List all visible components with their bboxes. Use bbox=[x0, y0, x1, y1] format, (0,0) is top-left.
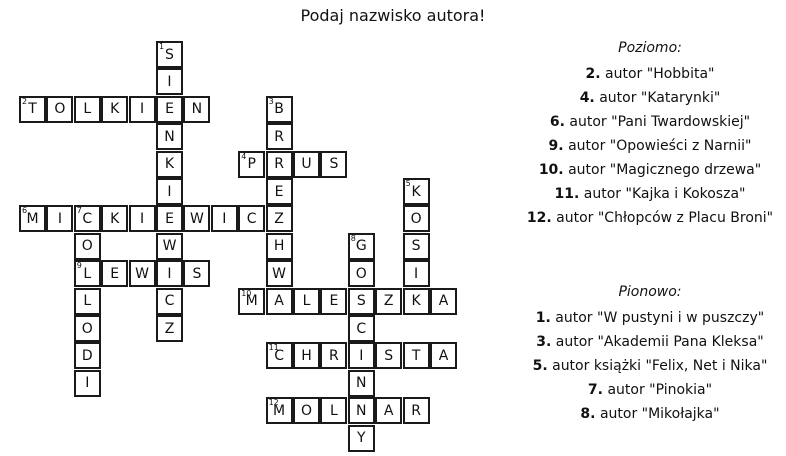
cell-letter: I bbox=[167, 73, 172, 90]
cell-letter: W bbox=[135, 265, 150, 282]
crossword-cell[interactable] bbox=[403, 233, 430, 260]
clue-number: 2 bbox=[22, 96, 28, 106]
cell-letter: N bbox=[191, 101, 203, 118]
cell-letter: K bbox=[110, 210, 120, 227]
clue-text: autor "Hobbita" bbox=[605, 66, 715, 82]
cell-letter: P bbox=[247, 156, 256, 173]
crossword-cell[interactable] bbox=[156, 288, 183, 315]
cell-letter: A bbox=[383, 402, 394, 419]
crossword-cell[interactable] bbox=[348, 315, 375, 342]
cell-letter: R bbox=[329, 347, 339, 364]
clue-across bbox=[515, 138, 785, 154]
cell-letter: R bbox=[274, 128, 284, 145]
cell-letter: I bbox=[57, 210, 62, 227]
crossword-cell[interactable] bbox=[238, 205, 265, 232]
clue-number: 3. bbox=[536, 334, 552, 350]
crossword-cell[interactable] bbox=[403, 342, 430, 369]
crossword-cell[interactable] bbox=[101, 205, 128, 232]
cell-letter: B bbox=[274, 101, 284, 118]
cell-letter: L bbox=[83, 265, 92, 282]
crossword-cell[interactable] bbox=[320, 151, 347, 178]
cell-letter: K bbox=[110, 101, 120, 118]
crossword-cell[interactable] bbox=[266, 260, 293, 287]
clue-text: autor "Pani Twardowskiej" bbox=[569, 114, 751, 130]
cell-letter: S bbox=[356, 293, 366, 310]
crossword-cell[interactable] bbox=[320, 342, 347, 369]
cell-letter: K bbox=[411, 293, 421, 310]
crossword-cell[interactable] bbox=[46, 96, 73, 123]
cell-letter: O bbox=[54, 101, 66, 118]
crossword-cell[interactable] bbox=[101, 260, 128, 287]
clue-text: autor książki "Felix, Net i Nika" bbox=[552, 358, 768, 374]
cell-letter: I bbox=[414, 265, 419, 282]
clue-number: 10. bbox=[538, 162, 564, 178]
cell-letter: S bbox=[329, 156, 339, 173]
crossword-cell[interactable] bbox=[348, 370, 375, 397]
clue-number: 4. bbox=[579, 90, 595, 106]
crossword-cell[interactable] bbox=[238, 288, 265, 315]
cell-letter: I bbox=[167, 265, 172, 282]
crossword-cell[interactable] bbox=[129, 205, 156, 232]
crossword-cell[interactable] bbox=[403, 288, 430, 315]
clue-text: autor "Chłopców z Placu Broni" bbox=[556, 210, 774, 226]
crossword-cell[interactable] bbox=[156, 178, 183, 205]
cell-letter: Z bbox=[164, 320, 175, 337]
clue-number: 1. bbox=[535, 310, 551, 326]
crossword-cell[interactable] bbox=[320, 397, 347, 424]
crossword-cell[interactable] bbox=[74, 288, 101, 315]
clue-number: 2. bbox=[585, 66, 601, 82]
clue-down bbox=[515, 358, 785, 374]
cell-letter: W bbox=[272, 265, 287, 282]
crossword-cell[interactable] bbox=[183, 205, 210, 232]
crossword-cell[interactable] bbox=[46, 205, 73, 232]
clue-number: 8. bbox=[580, 406, 596, 422]
crossword-cell[interactable] bbox=[266, 205, 293, 232]
cell-letter: D bbox=[81, 347, 93, 364]
crossword-cell[interactable] bbox=[403, 397, 430, 424]
clue-text: autor "W pustyni i w puszczy" bbox=[555, 310, 765, 326]
cell-letter: L bbox=[329, 402, 338, 419]
cell-letter: Z bbox=[383, 293, 394, 310]
clue-number: 9 bbox=[76, 261, 82, 271]
cell-letter: H bbox=[301, 347, 312, 364]
clue-number: 7 bbox=[76, 206, 82, 216]
cell-letter: E bbox=[329, 293, 339, 310]
crossword-cell[interactable] bbox=[19, 96, 46, 123]
clue-number: 6 bbox=[22, 206, 28, 216]
clue-number: 5 bbox=[405, 179, 411, 188]
clue-number: 12. bbox=[526, 210, 552, 226]
cell-letter: K bbox=[411, 183, 421, 200]
crossword-cell[interactable] bbox=[74, 315, 101, 342]
cell-letter: A bbox=[274, 293, 284, 310]
crossword-cell[interactable] bbox=[293, 288, 320, 315]
cell-letter: I bbox=[85, 375, 90, 392]
crossword-cell[interactable] bbox=[156, 96, 183, 123]
cell-letter: H bbox=[273, 238, 285, 255]
clue-number: 10 bbox=[241, 288, 252, 298]
crossword-cell[interactable] bbox=[183, 260, 210, 287]
crossword-cell[interactable] bbox=[403, 205, 430, 232]
crossword-cell[interactable] bbox=[156, 205, 183, 232]
cell-letter: E bbox=[165, 101, 174, 118]
crossword-cell[interactable] bbox=[348, 342, 375, 369]
cell-letter: T bbox=[28, 101, 37, 118]
clue-number: 9. bbox=[548, 138, 564, 154]
cell-letter: I bbox=[167, 183, 172, 200]
crossword-cell[interactable] bbox=[129, 96, 156, 123]
cell-letter: L bbox=[83, 101, 92, 118]
cell-letter: M bbox=[273, 402, 286, 419]
crossword-cell[interactable] bbox=[266, 288, 293, 315]
clue-across bbox=[515, 210, 785, 226]
cell-letter: L bbox=[83, 293, 92, 310]
cell-letter: N bbox=[164, 128, 175, 145]
cell-letter: M bbox=[26, 210, 39, 227]
clue-number: 8 bbox=[350, 233, 356, 243]
cell-letter: S bbox=[384, 347, 394, 364]
cell-letter: C bbox=[274, 347, 284, 364]
crossword-cell[interactable] bbox=[348, 260, 375, 287]
cell-letter: E bbox=[110, 265, 120, 282]
cell-letter: O bbox=[410, 210, 422, 227]
clue-text: autor "Pinokia" bbox=[607, 382, 713, 398]
crossword-cell[interactable] bbox=[348, 233, 375, 260]
cell-letter: E bbox=[165, 210, 174, 227]
crossword-cell[interactable] bbox=[19, 205, 46, 232]
crossword-cell[interactable] bbox=[348, 425, 375, 452]
cell-letter: I bbox=[359, 347, 364, 364]
cell-letter: R bbox=[274, 156, 284, 173]
cell-letter: I bbox=[140, 210, 145, 227]
crossword-cell[interactable] bbox=[156, 123, 183, 150]
crossword-cell[interactable] bbox=[238, 151, 265, 178]
cell-letter: L bbox=[302, 293, 311, 310]
cell-letter: K bbox=[164, 156, 175, 173]
clue-down bbox=[515, 382, 785, 398]
cell-letter: A bbox=[438, 293, 449, 310]
clue-text: autor "Magicznego drzewa" bbox=[568, 162, 762, 178]
crossword-cell[interactable] bbox=[293, 342, 320, 369]
clue-text: autor "Akademii Pana Kleksa" bbox=[555, 334, 764, 350]
cell-letter: N bbox=[356, 375, 367, 392]
cell-letter: A bbox=[438, 347, 449, 364]
crossword-cell[interactable] bbox=[266, 342, 293, 369]
clue-number: 12 bbox=[268, 398, 279, 408]
crossword-cell[interactable] bbox=[74, 260, 101, 287]
clue-across bbox=[515, 90, 785, 106]
crossword-cell[interactable] bbox=[156, 233, 183, 260]
crossword-cell[interactable] bbox=[156, 260, 183, 287]
clue-down bbox=[515, 334, 785, 350]
crossword-cell[interactable] bbox=[156, 315, 183, 342]
crossword-cell[interactable] bbox=[266, 233, 293, 260]
cell-letter: T bbox=[411, 347, 421, 364]
crossword-cell[interactable] bbox=[74, 233, 101, 260]
cell-letter: I bbox=[140, 101, 145, 118]
crossword-cell[interactable] bbox=[375, 397, 402, 424]
cell-letter: O bbox=[300, 402, 313, 419]
crossword-cell[interactable] bbox=[266, 397, 293, 424]
cell-letter: C bbox=[246, 210, 257, 227]
cell-letter: U bbox=[301, 156, 312, 173]
crossword-cell[interactable] bbox=[430, 342, 457, 369]
cell-letter: S bbox=[165, 46, 174, 63]
crossword-cell[interactable] bbox=[266, 178, 293, 205]
crossword-cell[interactable] bbox=[266, 151, 293, 178]
crossword-cell[interactable] bbox=[211, 205, 238, 232]
cell-letter: N bbox=[356, 402, 367, 419]
clue-number: 6. bbox=[549, 114, 565, 130]
cell-letter: Z bbox=[274, 210, 284, 227]
clue-down bbox=[515, 310, 785, 326]
clue-across bbox=[515, 186, 785, 202]
clue-number: 11 bbox=[268, 343, 279, 353]
crossword-cell[interactable] bbox=[156, 68, 183, 95]
clue-number: 5. bbox=[532, 358, 548, 374]
crossword-cell[interactable] bbox=[375, 342, 402, 369]
crossword-cell[interactable] bbox=[430, 288, 457, 315]
crossword-cell[interactable] bbox=[183, 96, 210, 123]
cell-letter: C bbox=[356, 320, 367, 337]
clue-text: autor "Mikołajka" bbox=[599, 406, 720, 422]
clue-number: 1 bbox=[159, 42, 165, 51]
crossword-cell[interactable] bbox=[348, 397, 375, 424]
clue-down bbox=[515, 406, 785, 422]
down-heading: Pionowo: bbox=[618, 284, 682, 300]
clue-text: autor "Kajka i Kokosza" bbox=[583, 186, 746, 202]
clue-number: 4 bbox=[241, 151, 247, 161]
clue-number: 7. bbox=[587, 382, 603, 398]
clue-number: 3 bbox=[268, 96, 274, 106]
crossword-cell[interactable] bbox=[74, 370, 101, 397]
crossword-cell[interactable] bbox=[293, 397, 320, 424]
clue-number: 11. bbox=[554, 186, 580, 202]
cell-letter: G bbox=[355, 238, 367, 255]
crossword-cell[interactable] bbox=[266, 123, 293, 150]
crossword-cell[interactable] bbox=[266, 96, 293, 123]
clue-text: autor "Katarynki" bbox=[599, 90, 721, 106]
cell-letter: W bbox=[189, 210, 204, 227]
cell-letter: O bbox=[355, 265, 367, 282]
cell-letter: E bbox=[274, 183, 284, 200]
crossword-cell[interactable] bbox=[320, 288, 347, 315]
cell-letter: C bbox=[82, 210, 93, 227]
crossword-cell[interactable] bbox=[74, 205, 101, 232]
crossword-cell[interactable] bbox=[375, 288, 402, 315]
clue-across bbox=[515, 66, 785, 82]
cell-letter: R bbox=[411, 402, 421, 419]
cell-letter: S bbox=[192, 265, 202, 282]
cell-letter: C bbox=[164, 293, 175, 310]
crossword-title: Podaj nazwisko autora! bbox=[300, 6, 486, 25]
cell-letter: I bbox=[222, 210, 227, 227]
cell-letter: S bbox=[411, 238, 421, 255]
crossword-cell[interactable] bbox=[156, 151, 183, 178]
cell-letter: Y bbox=[357, 430, 366, 447]
crossword-cell[interactable] bbox=[403, 260, 430, 287]
cell-letter: O bbox=[81, 320, 93, 337]
cell-letter: O bbox=[81, 238, 93, 255]
crossword-cell[interactable] bbox=[101, 96, 128, 123]
crossword-cell[interactable] bbox=[348, 288, 375, 315]
clue-across bbox=[515, 114, 785, 130]
clue-across bbox=[515, 162, 785, 178]
crossword-cell[interactable] bbox=[403, 178, 430, 205]
crossword-cell[interactable] bbox=[74, 96, 101, 123]
cell-letter: W bbox=[162, 238, 177, 255]
crossword-cell[interactable] bbox=[156, 41, 183, 68]
crossword-cell[interactable] bbox=[74, 342, 101, 369]
clue-text: autor "Opowieści z Narnii" bbox=[568, 138, 752, 154]
crossword-cell[interactable] bbox=[129, 260, 156, 287]
across-heading: Poziomo: bbox=[618, 40, 682, 56]
cell-letter: M bbox=[245, 293, 258, 310]
crossword-cell[interactable] bbox=[293, 151, 320, 178]
